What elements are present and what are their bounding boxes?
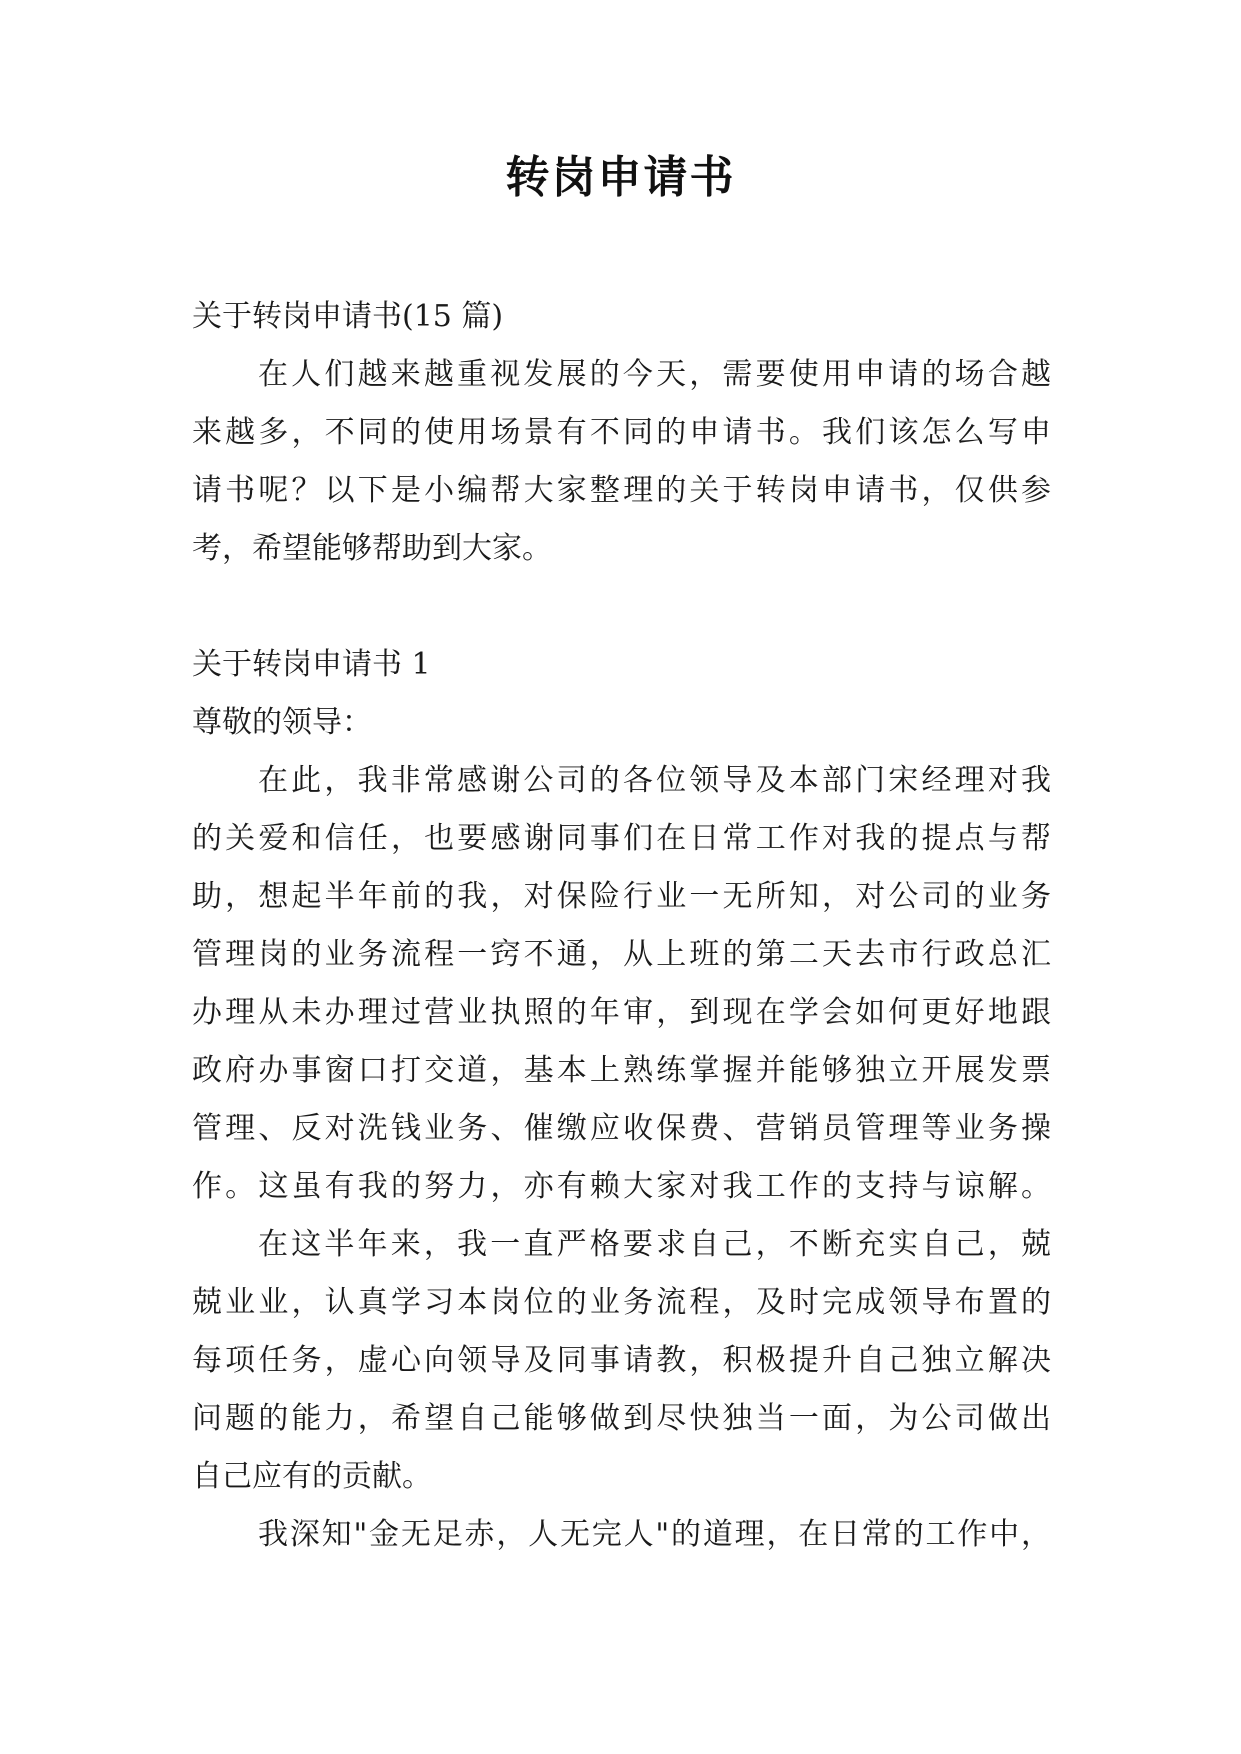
paragraph-line: 管理、反对洗钱业务、催缴应收保费、营销员管理等业务操 (192, 1111, 1051, 1146)
paragraph-line: 考，希望能够帮助到大家。 (192, 531, 552, 566)
paragraph-line: 每项任务，虚心向领导及同事请教，积极提升自己独立解决 (192, 1343, 1051, 1378)
paragraph-line: 在此，我非常感谢公司的各位领导及本部门宋经理对我 (258, 763, 1051, 798)
paragraph-line: 问题的能力，希望自己能够做到尽快独当一面，为公司做出 (192, 1401, 1051, 1436)
blank-line-spacer (192, 578, 1051, 636)
document-title: 转岗申请书 (505, 152, 736, 203)
paragraph-line: 在这半年来，我一直严格要求自己，不断充实自己，兢 (258, 1227, 1051, 1262)
paragraph-line: 兢业业，认真学习本岗位的业务流程，及时完成领导布置的 (192, 1285, 1051, 1320)
section-heading: 关于转岗申请书 1 (192, 647, 431, 682)
paragraph-line: 管理岗的业务流程一窍不通，从上班的第二天去市行政总汇 (192, 937, 1051, 972)
paragraph-line: 来越多，不同的使用场景有不同的申请书。我们该怎么写申 (192, 415, 1051, 450)
paragraph-line: 作。这虽有我的努力，亦有赖大家对我工作的支持与谅解。 (192, 1169, 1051, 1204)
paragraph-line: 我深知"金无足赤，人无完人"的道理，在日常的工作中， (258, 1517, 1051, 1552)
paragraph-line: 办理从未办理过营业执照的年审，到现在学会如何更好地跟 (192, 995, 1051, 1030)
intro-heading: 关于转岗申请书(15 篇) (192, 299, 504, 334)
document-body (192, 288, 1051, 1564)
paragraph-line: 自己应有的贡献。 (192, 1459, 432, 1494)
paragraph-line: 的关爱和信任，也要感谢同事们在日常工作对我的提点与帮 (192, 821, 1051, 856)
paragraph-line: 请书呢？以下是小编帮大家整理的关于转岗申请书，仅供参 (192, 473, 1051, 508)
paragraph-line: 政府办事窗口打交道，基本上熟练掌握并能够独立开展发票 (192, 1053, 1051, 1088)
paragraph-line: 助，想起半年前的我，对保险行业一无所知，对公司的业务 (192, 879, 1051, 914)
paragraph-line: 在人们越来越重视发展的今天，需要使用申请的场合越 (258, 357, 1051, 392)
salutation: 尊敬的领导： (192, 705, 372, 740)
